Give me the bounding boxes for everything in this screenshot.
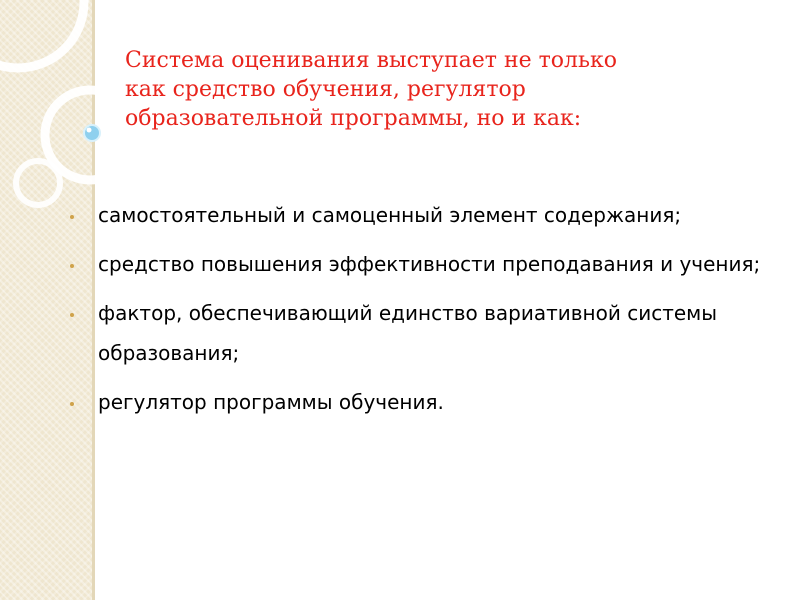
dot-icon [70, 264, 74, 268]
bullet-text-1: самостоятельный и самоценный элемент содержания; [98, 203, 682, 227]
large-ring-icon [0, 0, 84, 68]
bullet-text-4: регулятор программы обучения. [98, 390, 444, 414]
bullet-item-4 [70, 382, 770, 422]
dot-icon [70, 402, 74, 406]
bubble-icon [84, 125, 100, 141]
bullet-list [70, 195, 770, 431]
slide-title [125, 46, 725, 133]
bullet-item-2 [70, 244, 770, 284]
dot-icon [70, 313, 74, 317]
title-line-3: образовательной программы, но и как: [125, 106, 582, 131]
small-ring-icon [16, 161, 60, 205]
dot-icon [70, 215, 74, 219]
bubble-highlight-icon [87, 128, 92, 133]
bullet-text-2: средство повышения эффективности преподавания и учения; [98, 252, 761, 276]
bullet-item-3 [70, 293, 770, 373]
bullet-text-3: фактор, обеспечивающий единство вариативной системы образования; [98, 301, 718, 365]
title-line-1: Система оценивания выступает не только [125, 48, 618, 73]
title-line-2: как средство обучения, регулятор [125, 77, 526, 102]
bullet-item-1 [70, 195, 770, 235]
